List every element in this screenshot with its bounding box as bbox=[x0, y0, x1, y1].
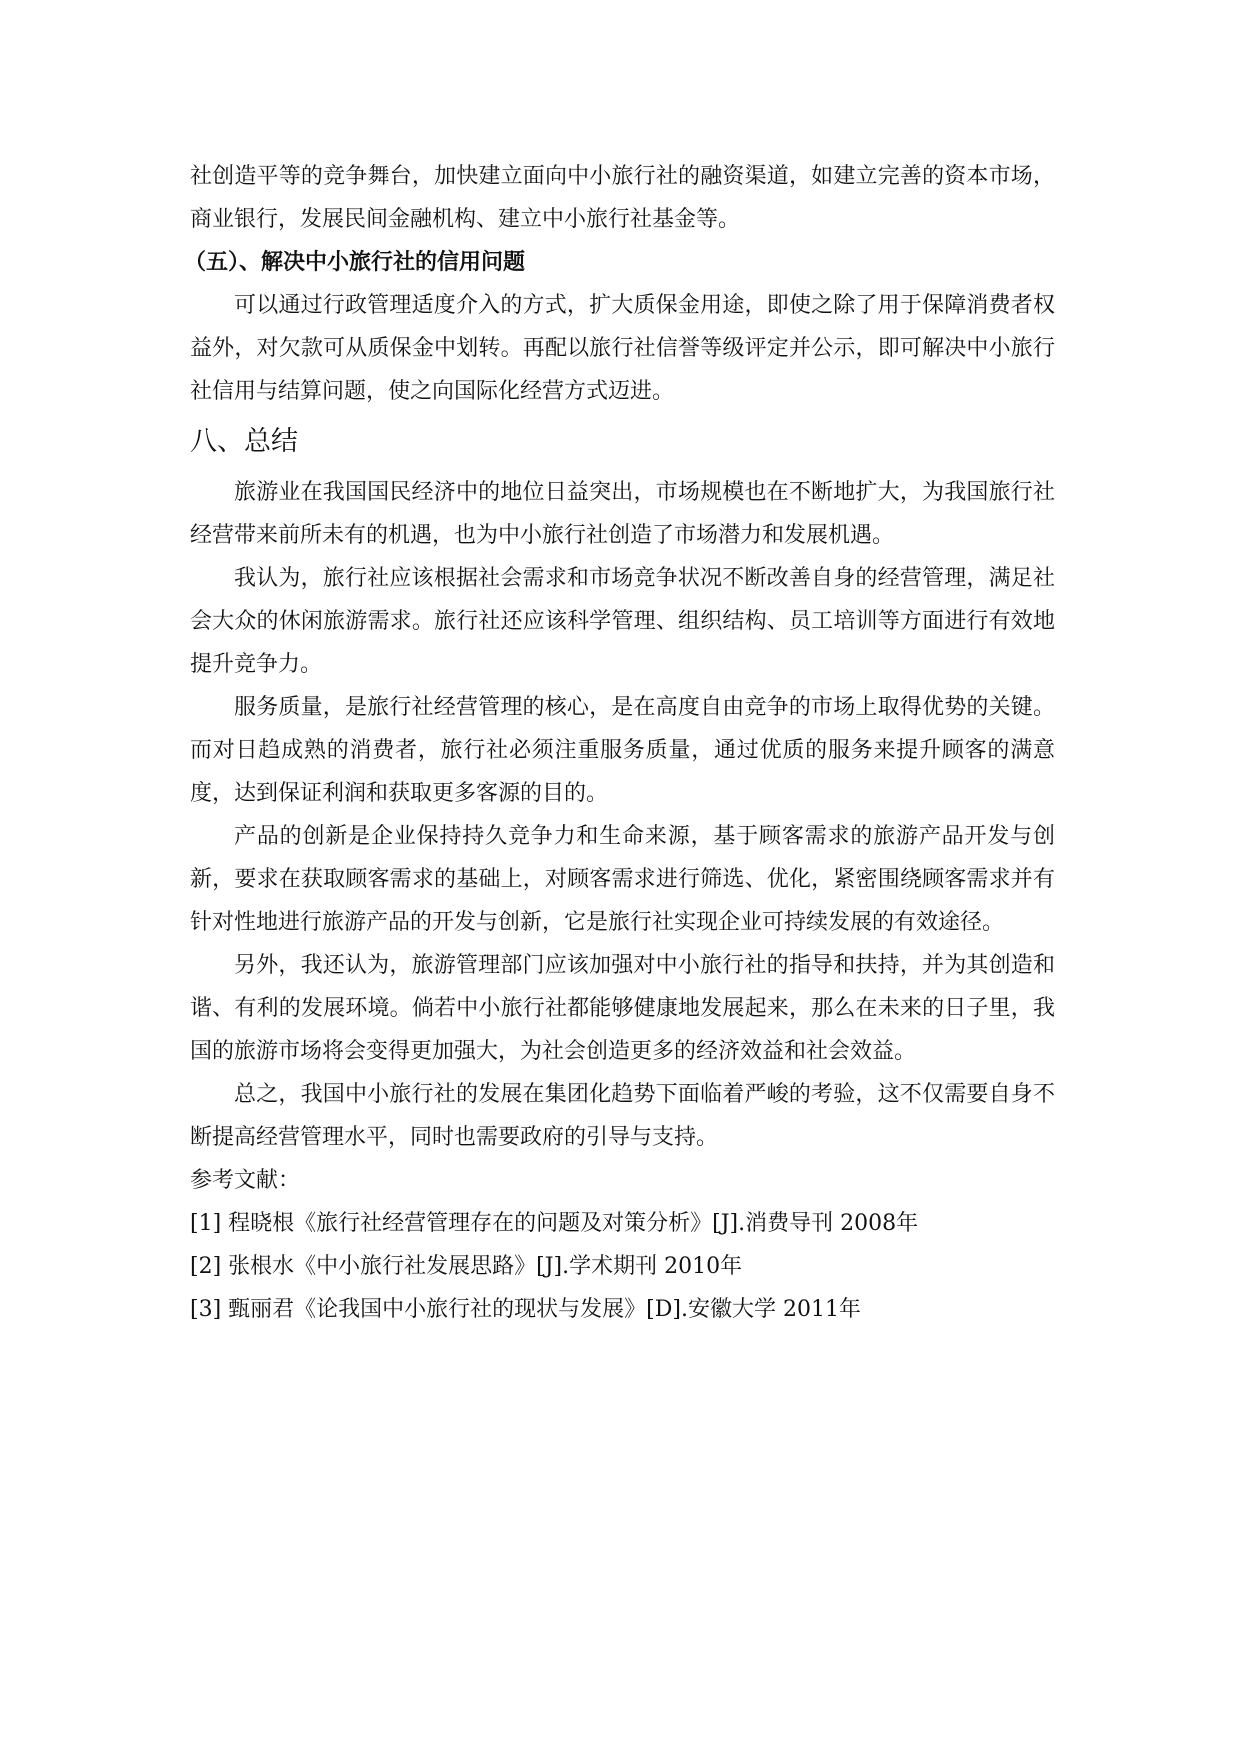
body-paragraph: 另外，我还认为，旅游管理部门应该加强对中小旅行社的指导和扶持，并为其创造和谐、有利的发展环境。倘若中小旅行社都能够健康地发展起来，那么在未来的日子里，我国的旅游市场将会变得更加强大，为社会创造更多的经济效益和社会效益。 bbox=[190, 953, 1055, 1064]
body-paragraph: 服务质量，是旅行社经营管理的核心，是在高度自由竞争的市场上取得优势的关键。而对日趋成熟的消费者，旅行社必须注重服务质量，通过优质的服务来提升顾客的满意度，达到保证利润和获取更多客源的目的。 bbox=[190, 695, 1055, 806]
body-paragraph: 我认为，旅行社应该根据社会需求和市场竞争状况不断改善自身的经营管理，满足社会大众的休闲旅游需求。旅行社还应该科学管理、组织结构、员工培训等方面进行有效地提升竞争力。 bbox=[190, 566, 1055, 677]
document-page bbox=[184, 155, 1055, 1331]
continuation-paragraph: 社创造平等的竞争舞台，加快建立面向中小旅行社的融资渠道，如建立完善的资本市场，商业银行，发展民间金融机构、建立中小旅行社基金等。 bbox=[190, 164, 1055, 232]
reference-item: [2] 张根水《中小旅行社发展思路》[J].学术期刊 2010年 bbox=[190, 1254, 743, 1279]
reference-item: [1] 程晓根《旅行社经营管理存在的问题及对策分析》[J].消费导刊 2008年 bbox=[190, 1211, 919, 1236]
body-paragraph: 可以通过行政管理适度介入的方式，扩大质保金用途，即使之除了用于保障消费者权益外，对欠款可从质保金中划转。再配以旅行社信誉等级评定并公示，即可解决中小旅行社信用与结算问题，使之向国际化经营方式迈进。 bbox=[190, 293, 1055, 404]
reference-item: [3] 甄丽君《论我国中小旅行社的现状与发展》[D].安徽大学 2011年 bbox=[190, 1297, 861, 1322]
body-paragraph: 产品的创新是企业保持持久竞争力和生命来源，基于顾客需求的旅游产品开发与创新，要求在获取顾客需求的基础上，对顾客需求进行筛选、优化，紧密围绕顾客需求并有针对性地进行旅游产品的开发与创新，它是旅行社实现企业可持续发展的有效途径。 bbox=[190, 824, 1055, 935]
subsection-heading: （五）、解决中小旅行社的信用问题 bbox=[184, 250, 526, 275]
section-heading: 八、总结 bbox=[190, 426, 298, 457]
references-title: 参考文献： bbox=[190, 1168, 301, 1193]
body-paragraph: 总之，我国中小旅行社的发展在集团化趋势下面临着严峻的考验，这不仅需要自身不断提高经营管理水平，同时也需要政府的引导与支持。 bbox=[190, 1082, 1055, 1150]
body-paragraph: 旅游业在我国国民经济中的地位日益突出，市场规模也在不断地扩大，为我国旅行社经营带来前所未有的机遇，也为中小旅行社创造了市场潜力和发展机遇。 bbox=[190, 480, 1055, 548]
